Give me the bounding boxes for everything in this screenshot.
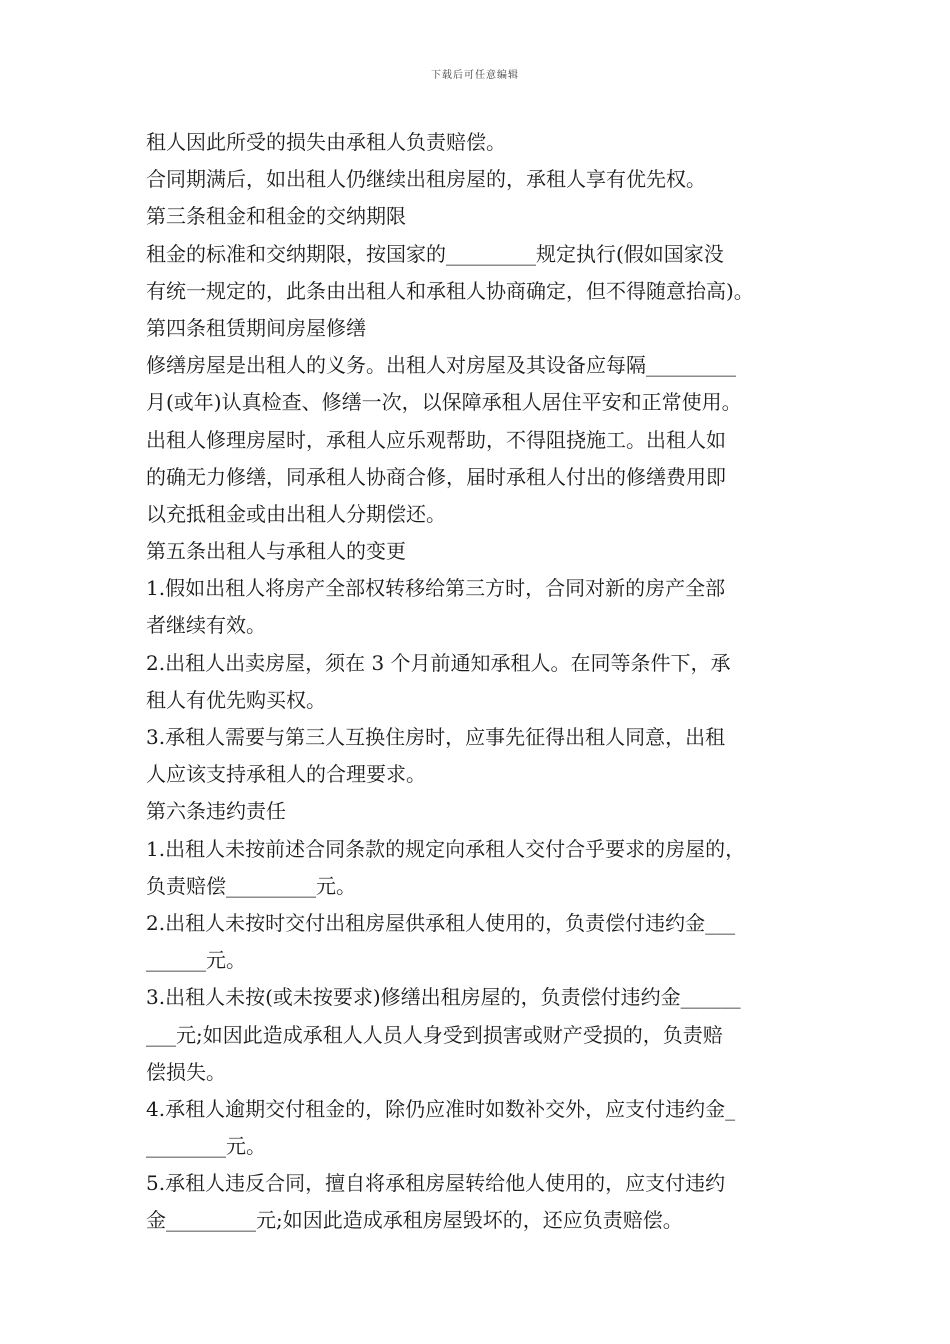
text-line: 人应该支持承租人的合理要求。 <box>146 762 426 787</box>
text-line: 3.承租人需要与第三人互换住房时，应事先征得出租人同意，出租 <box>146 725 726 749</box>
text-line: 租人有优先购买权。 <box>146 687 326 712</box>
text-line: 5.承租人违反合同，擅自将承租房屋转给他人使用的，应支付违约 <box>146 1171 726 1196</box>
text-line: 2.出租人出卖房屋，须在 3 个月前通知承租人。在同等条件下，承 <box>146 650 731 675</box>
text-line: 出租人修理房屋时，承租人应乐观帮助，不得阻挠施工。出租人如 <box>146 427 726 452</box>
text-line: 1.出租人未按前述合同条款的规定向承租人交付合乎要求的房屋的， <box>146 836 746 861</box>
section-heading: 第四条租赁期间房屋修缮 <box>146 315 366 340</box>
text-line: 负责赔偿_________元。 <box>146 873 356 898</box>
text-line: ______元。 <box>146 948 246 973</box>
contract-body <box>146 124 826 1240</box>
text-line: 4.承租人逾期交付租金的，除仍应准时如数补交外，应支付违约金_ <box>146 1096 736 1121</box>
text-line: 以充抵租金或由出租人分期偿还。 <box>146 501 446 526</box>
page-header-note: 下载后可任意编辑 <box>431 70 519 81</box>
text-line: 金_________元;如因此造成承租房屋毁坏的，还应负责赔偿。 <box>146 1208 683 1233</box>
text-line: 月(或年)认真检查、修缮一次，以保障承租人居住平安和正常使用。 <box>146 390 742 415</box>
text-line: 合同期满后，如出租人仍继续出租房屋的，承租人享有优先权。 <box>146 167 706 192</box>
text-line: 1.假如出租人将房产全部权转移给第三方时，合同对新的房产全部 <box>146 576 726 601</box>
text-line: 租金的标准和交纳期限，按国家的_________规定执行(假如国家没 <box>146 241 724 266</box>
section-heading: 第五条出租人与承租人的变更 <box>146 539 406 564</box>
text-line: 2.出租人未按时交付出租房屋供承租人使用的，负责偿付违约金___ <box>146 910 736 935</box>
text-line: 3.出租人未按(或未按要求)修缮出租房屋的，负责偿付违约金______ <box>146 985 741 1010</box>
text-line: ___元;如因此造成承租人人员人身受到损害或财产受损的，负责赔 <box>146 1022 723 1047</box>
text-line: ________元。 <box>146 1134 266 1159</box>
text-line: 者继续有效。 <box>146 613 266 638</box>
text-line: 偿损失。 <box>146 1059 226 1084</box>
section-heading: 第三条租金和租金的交纳期限 <box>146 204 406 229</box>
text-line: 租人因此所受的损失由承租人负责赔偿。 <box>146 130 506 154</box>
section-heading: 第六条违约责任 <box>146 799 286 824</box>
text-line: 的确无力修缮，同承租人协商合修，届时承租人付出的修缮费用即 <box>146 464 726 489</box>
text-line: 有统一规定的，此条由出租人和承租人协商确定，但不得随意抬高)。 <box>146 278 754 303</box>
text-line: 修缮房屋是出租人的义务。出租人对房屋及其设备应每隔_________ <box>146 353 736 378</box>
